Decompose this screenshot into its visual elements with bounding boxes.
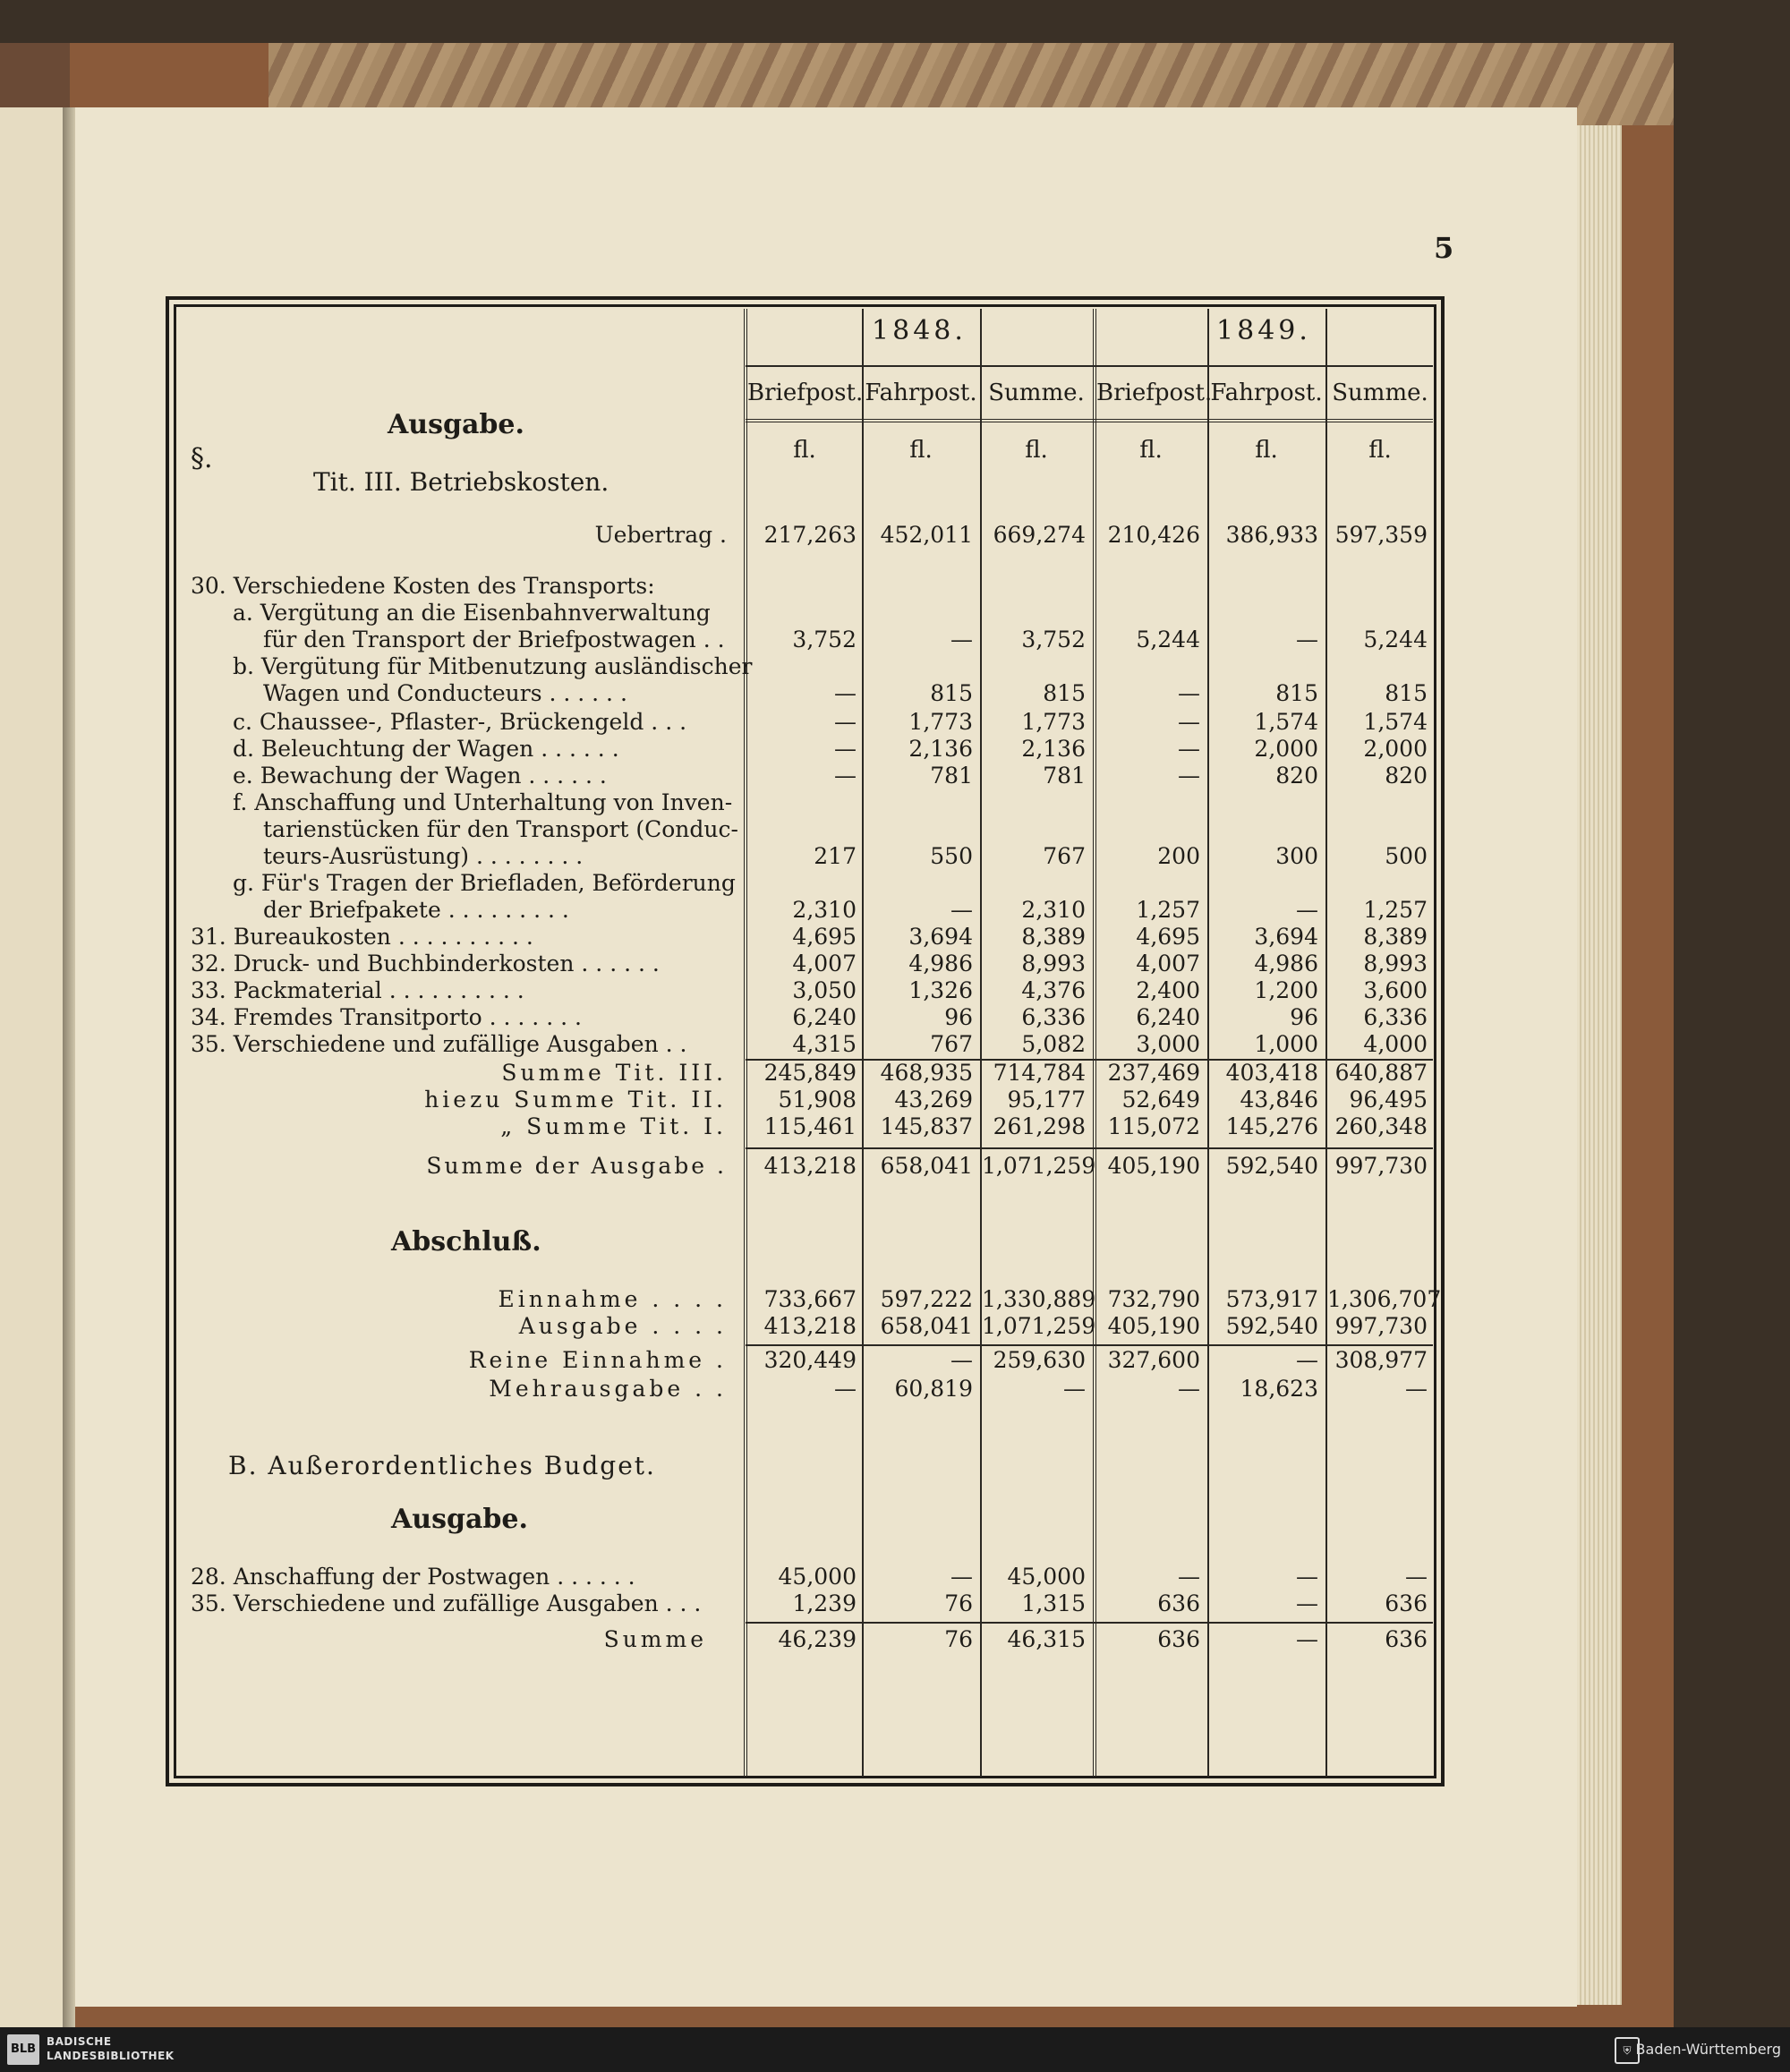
state-crest-icon: ⛨ bbox=[1615, 2037, 1640, 2064]
table-cell: 60,819 bbox=[894, 1376, 973, 1402]
table-cell: — bbox=[834, 763, 857, 789]
table-cell: 1,257 bbox=[1136, 897, 1200, 923]
row-label: tarienstücken für den Transport (Conduc- bbox=[263, 816, 738, 842]
table-cell: — bbox=[834, 736, 857, 762]
table-cell: 3,694 bbox=[1254, 924, 1318, 950]
table-cell: 210,426 bbox=[1107, 522, 1200, 548]
table-cell: 658,041 bbox=[880, 1313, 973, 1339]
table-cell: 573,917 bbox=[1225, 1286, 1318, 1312]
table-cell: — bbox=[1296, 1347, 1318, 1373]
table-cell: 405,190 bbox=[1107, 1153, 1200, 1179]
table-cell: 550 bbox=[930, 843, 973, 869]
table-cell: 260,348 bbox=[1334, 1113, 1428, 1139]
table-cell: 386,933 bbox=[1225, 522, 1318, 548]
table-cell: 733,667 bbox=[763, 1286, 857, 1312]
table-cell: 145,276 bbox=[1225, 1113, 1318, 1139]
table-cell: — bbox=[834, 1376, 857, 1402]
row-label: Einnahme . . . . bbox=[498, 1286, 727, 1312]
table-cell: 5,082 bbox=[1021, 1031, 1086, 1057]
column-header: Summe. bbox=[1332, 379, 1428, 406]
table-cell: 6,240 bbox=[792, 1004, 857, 1030]
table-cell: 245,849 bbox=[763, 1060, 857, 1086]
table-cell: 3,752 bbox=[792, 627, 857, 652]
table-cell: 1,574 bbox=[1363, 709, 1428, 735]
table-cell: 261,298 bbox=[993, 1113, 1086, 1139]
table-cell: 452,011 bbox=[880, 522, 973, 548]
table-cell: 2,310 bbox=[792, 897, 857, 923]
table-cell: 597,359 bbox=[1334, 522, 1428, 548]
table-cell: — bbox=[950, 1347, 973, 1373]
rule-year-bottom bbox=[746, 365, 1433, 367]
row-label: teurs-Ausrüstung) . . . . . . . . bbox=[263, 843, 584, 869]
row-label: 32. Druck- und Buchbinderkosten . . . . . . bbox=[191, 951, 660, 976]
heading-abschluss: Abschluß. bbox=[391, 1226, 541, 1258]
section-mark: §. bbox=[191, 443, 213, 474]
row-label: Summe Tit. III. bbox=[501, 1060, 727, 1086]
table-cell: 145,837 bbox=[880, 1113, 973, 1139]
heading-ausgabe: Ausgabe. bbox=[388, 409, 524, 440]
column-unit: fl. bbox=[1255, 437, 1278, 464]
table-cell: 18,623 bbox=[1240, 1376, 1318, 1402]
column-unit: fl. bbox=[793, 437, 816, 464]
row-label: der Briefpakete . . . . . . . . . bbox=[263, 897, 569, 923]
table-cell: 1,773 bbox=[908, 709, 973, 735]
row-label: d. Beleuchtung der Wagen . . . . . . bbox=[233, 736, 619, 762]
table-cell: 43,269 bbox=[894, 1087, 973, 1113]
table-cell: 237,469 bbox=[1107, 1060, 1200, 1086]
column-header: Briefpost. bbox=[1096, 379, 1213, 406]
row-label: für den Transport der Briefpostwagen . . bbox=[263, 627, 725, 652]
table-cell: 76 bbox=[944, 1590, 973, 1616]
table-cell: 815 bbox=[930, 680, 973, 706]
table-cell: 4,986 bbox=[908, 951, 973, 976]
row-label: Summe der Ausgabe . bbox=[426, 1153, 727, 1179]
table-cell: 1,773 bbox=[1021, 709, 1086, 735]
table-cell: 1,330,889 bbox=[982, 1286, 1096, 1312]
table-cell: 413,218 bbox=[763, 1313, 857, 1339]
table-cell: 4,695 bbox=[792, 924, 857, 950]
table-cell: 997,730 bbox=[1334, 1153, 1428, 1179]
heading-tit-iii: Tit. III. Betriebskosten. bbox=[313, 467, 609, 497]
table-cell: 51,908 bbox=[778, 1087, 857, 1113]
table-cell: 1,239 bbox=[792, 1590, 857, 1616]
table-cell: 815 bbox=[1275, 680, 1318, 706]
blb-logo-icon[interactable]: BLB bbox=[7, 2034, 39, 2065]
library-name bbox=[47, 2034, 175, 2063]
row-label: 28. Anschaffung der Postwagen . . . . . . bbox=[191, 1564, 635, 1590]
column-unit: fl. bbox=[1139, 437, 1163, 464]
table-cell: — bbox=[834, 709, 857, 735]
table-cell: — bbox=[1178, 709, 1200, 735]
table-cell: 658,041 bbox=[880, 1153, 973, 1179]
row-label: 35. Verschiedene und zufällige Ausgaben . . . bbox=[191, 1590, 702, 1616]
table-cell: 636 bbox=[1157, 1590, 1200, 1616]
table-cell: — bbox=[1405, 1376, 1428, 1402]
table-cell: 6,240 bbox=[1136, 1004, 1200, 1030]
table-cell: 714,784 bbox=[993, 1060, 1086, 1086]
table-cell: 732,790 bbox=[1107, 1286, 1200, 1312]
table-cell: 781 bbox=[1043, 763, 1086, 789]
rule-summe-b bbox=[746, 1622, 1433, 1624]
table-cell: 6,336 bbox=[1021, 1004, 1086, 1030]
table-cell: 1,071,259 bbox=[982, 1313, 1096, 1339]
table-cell: — bbox=[1296, 1590, 1318, 1616]
table-cell: — bbox=[950, 897, 973, 923]
table-cell: 3,600 bbox=[1363, 977, 1428, 1003]
row-label: Ausgabe . . . . bbox=[518, 1313, 727, 1339]
footer-bar bbox=[0, 2027, 1790, 2072]
table-cell: — bbox=[1178, 763, 1200, 789]
row-label: 34. Fremdes Transitporto . . . . . . . bbox=[191, 1004, 582, 1030]
table-cell: 597,222 bbox=[880, 1286, 973, 1312]
heading-ausgabe-b: Ausgabe. bbox=[391, 1504, 528, 1535]
table-cell: 320,449 bbox=[763, 1347, 857, 1373]
table-cell: — bbox=[950, 627, 973, 652]
table-cell: 1,071,259 bbox=[982, 1153, 1096, 1179]
table-cell: — bbox=[1178, 1564, 1200, 1590]
table-cell: 1,000 bbox=[1254, 1031, 1318, 1057]
table-cell: 217 bbox=[814, 843, 857, 869]
table-cell: 500 bbox=[1385, 843, 1428, 869]
table-cell: — bbox=[1296, 897, 1318, 923]
heading-ausserordentlich: B. Außerordentliches Budget. bbox=[228, 1451, 656, 1480]
row-label: 35. Verschiedene und zufällige Ausgaben . . bbox=[191, 1031, 687, 1057]
table-cell: 45,000 bbox=[778, 1564, 857, 1590]
table-cell: 4,315 bbox=[792, 1031, 857, 1057]
table-cell: 3,000 bbox=[1136, 1031, 1200, 1057]
column-unit: fl. bbox=[909, 437, 933, 464]
table-cell: 636 bbox=[1385, 1590, 1428, 1616]
table-cell: 4,007 bbox=[792, 951, 857, 976]
table-cell: 820 bbox=[1385, 763, 1428, 789]
table-cell: 308,977 bbox=[1334, 1347, 1428, 1373]
table-cell: 3,752 bbox=[1021, 627, 1086, 652]
table-cell: 2,136 bbox=[908, 736, 973, 762]
row-label: f. Anschaffung und Unterhaltung von Inven- bbox=[233, 789, 733, 815]
page-gutter bbox=[63, 107, 75, 2032]
column-header: Summe. bbox=[988, 379, 1085, 406]
table-cell: — bbox=[1178, 680, 1200, 706]
page-number: 5 bbox=[1434, 231, 1454, 265]
row-label: 31. Bureaukosten . . . . . . . . . . bbox=[191, 924, 533, 950]
table-cell: 300 bbox=[1275, 843, 1318, 869]
table-cell: 468,935 bbox=[880, 1060, 973, 1086]
year-1848: 1848. bbox=[872, 315, 967, 346]
table-cell: 2,400 bbox=[1136, 977, 1200, 1003]
row-label: Mehrausgabe . . bbox=[489, 1376, 727, 1402]
table-cell: 815 bbox=[1043, 680, 1086, 706]
table-cell: 636 bbox=[1385, 1626, 1428, 1652]
table-cell: 2,310 bbox=[1021, 897, 1086, 923]
table-cell: 5,244 bbox=[1363, 627, 1428, 652]
table-cell: 115,461 bbox=[763, 1113, 857, 1139]
table-cell: 95,177 bbox=[1007, 1087, 1086, 1113]
table-cell: — bbox=[950, 1564, 973, 1590]
row-label: e. Bewachung der Wagen . . . . . . bbox=[233, 763, 607, 789]
table-cell: 815 bbox=[1385, 680, 1428, 706]
table-cell: — bbox=[1296, 627, 1318, 652]
row-label: a. Vergütung an die Eisenbahnverwaltung bbox=[233, 600, 711, 626]
table-cell: 4,000 bbox=[1363, 1031, 1428, 1057]
table-cell: — bbox=[1063, 1376, 1086, 1402]
table-cell: 636 bbox=[1157, 1626, 1200, 1652]
table-cell: 669,274 bbox=[993, 522, 1086, 548]
table-cell: 43,846 bbox=[1240, 1087, 1318, 1113]
table-cell: 96 bbox=[944, 1004, 973, 1030]
column-header: Fahrpost. bbox=[865, 379, 977, 406]
table-cell: 96,495 bbox=[1349, 1087, 1428, 1113]
table-cell: — bbox=[1296, 1626, 1318, 1652]
table-cell: 1,306,707 bbox=[1327, 1286, 1442, 1312]
table-cell: 4,376 bbox=[1021, 977, 1086, 1003]
table-cell: 3,050 bbox=[792, 977, 857, 1003]
table-cell: 1,200 bbox=[1254, 977, 1318, 1003]
table-cell: — bbox=[834, 680, 857, 706]
table-cell: 8,389 bbox=[1363, 924, 1428, 950]
table-cell: 997,730 bbox=[1334, 1313, 1428, 1339]
row-label: hiezu Summe Tit. II. bbox=[424, 1087, 727, 1113]
table-cell: 592,540 bbox=[1225, 1153, 1318, 1179]
table-cell: 6,336 bbox=[1363, 1004, 1428, 1030]
table-cell: 259,630 bbox=[993, 1347, 1086, 1373]
row-label: c. Chaussee-, Pflaster-, Brückengeld . . . bbox=[233, 709, 687, 735]
rule-colhead-bottom bbox=[746, 419, 1433, 422]
table-cell: 2,136 bbox=[1021, 736, 1086, 762]
table-cell: 4,986 bbox=[1254, 951, 1318, 976]
library-name-line1: BADISCHE bbox=[47, 2035, 112, 2048]
table-cell: 767 bbox=[1043, 843, 1086, 869]
row-label: 30. Verschiedene Kosten des Transports: bbox=[191, 573, 655, 599]
table-cell: 8,389 bbox=[1021, 924, 1086, 950]
table-cell: 4,695 bbox=[1136, 924, 1200, 950]
row-label: Uebertrag . bbox=[594, 522, 727, 548]
column-unit: fl. bbox=[1368, 437, 1392, 464]
table-cell: 200 bbox=[1157, 843, 1200, 869]
table-cell: 8,993 bbox=[1021, 951, 1086, 976]
table-cell: 403,418 bbox=[1225, 1060, 1318, 1086]
column-header: Briefpost. bbox=[747, 379, 864, 406]
row-label: Reine Einnahme . bbox=[468, 1347, 727, 1373]
row-label: b. Vergütung für Mitbenutzung ausländischer bbox=[233, 653, 753, 679]
library-name-line2: LANDESBIBLIOTHEK bbox=[47, 2050, 175, 2062]
table-cell: — bbox=[1178, 736, 1200, 762]
table-cell: 76 bbox=[944, 1626, 973, 1652]
table-cell: — bbox=[1405, 1564, 1428, 1590]
rule-reine-einnahme bbox=[746, 1344, 1433, 1346]
rule-summe-tit-iii bbox=[746, 1059, 1433, 1061]
row-label: Wagen und Conducteurs . . . . . . bbox=[263, 680, 627, 706]
table-cell: 405,190 bbox=[1107, 1313, 1200, 1339]
row-label: Summe bbox=[603, 1626, 707, 1652]
table-cell: 115,072 bbox=[1107, 1113, 1200, 1139]
table-cell: 592,540 bbox=[1225, 1313, 1318, 1339]
table-cell: 820 bbox=[1275, 763, 1318, 789]
state-name[interactable]: Baden-Württemberg bbox=[1635, 2041, 1781, 2058]
rule-summe-ausgabe bbox=[746, 1147, 1433, 1149]
table-cell: 2,000 bbox=[1254, 736, 1318, 762]
table-cell: 8,993 bbox=[1363, 951, 1428, 976]
table-cell: 46,315 bbox=[1007, 1626, 1086, 1652]
table-cell: 5,244 bbox=[1136, 627, 1200, 652]
table-cell: 327,600 bbox=[1107, 1347, 1200, 1373]
table-cell: 1,315 bbox=[1021, 1590, 1086, 1616]
table-cell: 96 bbox=[1290, 1004, 1318, 1030]
table-cell: 1,257 bbox=[1363, 897, 1428, 923]
table-cell: 3,694 bbox=[908, 924, 973, 950]
table-cell: 217,263 bbox=[763, 522, 857, 548]
table-cell: 45,000 bbox=[1007, 1564, 1086, 1590]
table-cell: 1,574 bbox=[1254, 709, 1318, 735]
table-cell: 4,007 bbox=[1136, 951, 1200, 976]
column-header: Fahrpost. bbox=[1210, 379, 1323, 406]
table-cell: — bbox=[1178, 1376, 1200, 1402]
table-cell: 640,887 bbox=[1334, 1060, 1428, 1086]
table-cell: 767 bbox=[930, 1031, 973, 1057]
table-cell: 1,326 bbox=[908, 977, 973, 1003]
row-label: g. Für's Tragen der Briefladen, Beförderung bbox=[233, 870, 736, 896]
left-page-edge bbox=[0, 107, 63, 2032]
table-cell: — bbox=[1296, 1564, 1318, 1590]
row-label: 33. Packmaterial . . . . . . . . . . bbox=[191, 977, 524, 1003]
table-cell: 413,218 bbox=[763, 1153, 857, 1179]
table-cell: 46,239 bbox=[778, 1626, 857, 1652]
table-cell: 52,649 bbox=[1121, 1087, 1200, 1113]
year-1849: 1849. bbox=[1216, 315, 1311, 346]
table-cell: 781 bbox=[930, 763, 973, 789]
row-label: „ Summe Tit. I. bbox=[500, 1113, 727, 1139]
table-cell: 2,000 bbox=[1363, 736, 1428, 762]
column-unit: fl. bbox=[1025, 437, 1048, 464]
